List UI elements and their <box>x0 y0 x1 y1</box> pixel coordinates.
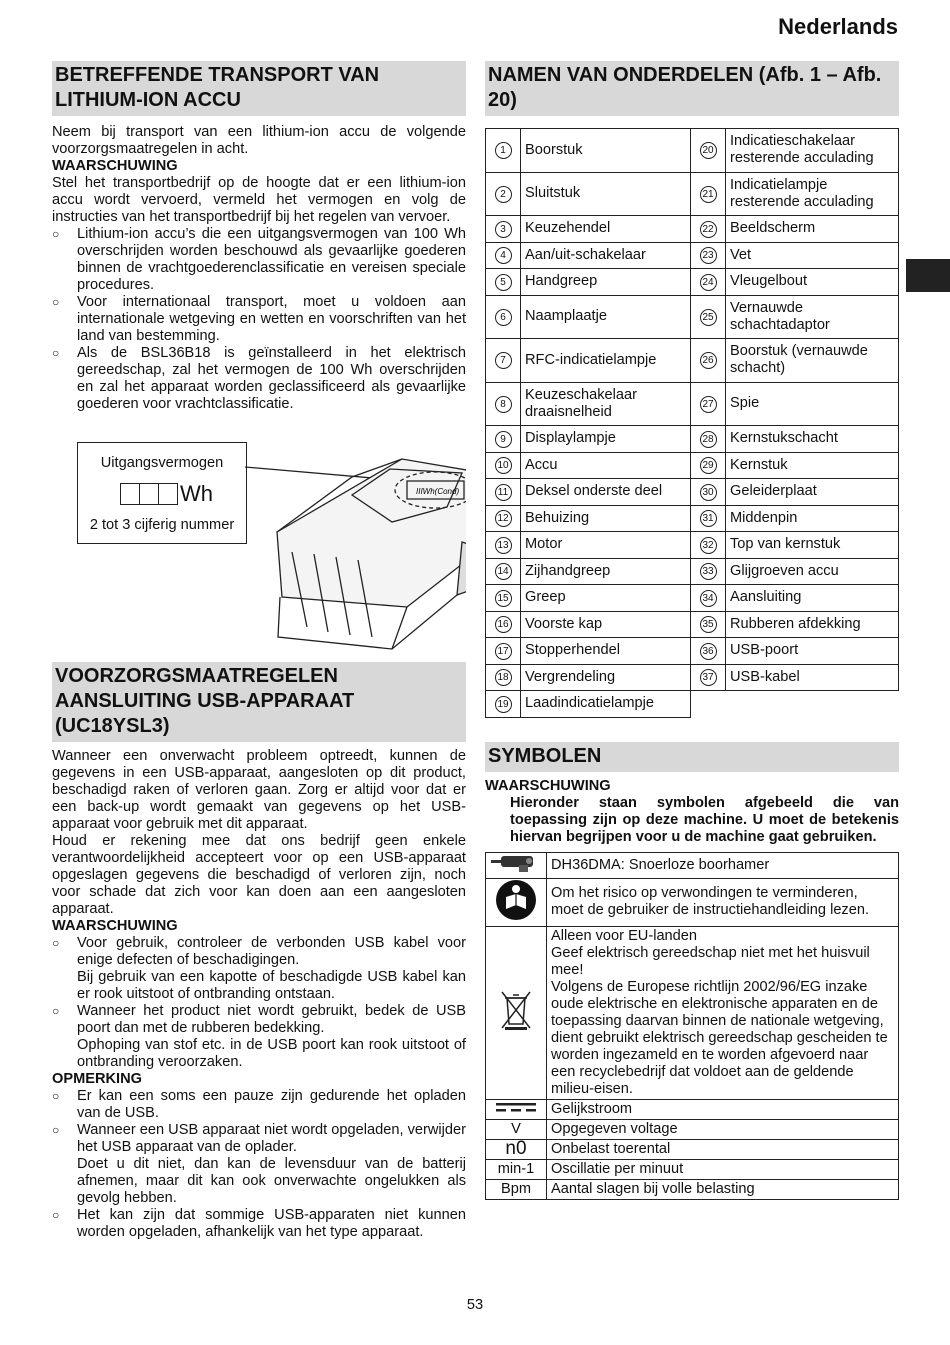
output-label-bottom: 2 tot 3 cijferig nummer <box>89 517 235 533</box>
symbol-text: V <box>511 1120 521 1137</box>
circled-number: 16 <box>495 616 512 633</box>
symbol-description: Onbelast toerental <box>547 1139 899 1159</box>
part-number <box>486 172 521 216</box>
part-name: Indicatielampje resterende acculading <box>726 172 899 216</box>
wh-unit: Wh <box>180 481 213 506</box>
circled-number: 10 <box>495 457 512 474</box>
output-label-box <box>77 442 247 544</box>
part-number <box>486 611 521 638</box>
circled-number: 25 <box>700 309 717 326</box>
part-number <box>486 426 521 453</box>
right-column <box>485 61 899 1200</box>
circled-number: 13 <box>495 537 512 554</box>
part-number <box>691 558 726 585</box>
part-number <box>486 532 521 559</box>
list-item: ○ Er kan een soms een pauze zijn gedurende het opladen van de USB. <box>52 1088 466 1121</box>
circled-number: 22 <box>700 221 717 238</box>
part-number <box>691 479 726 506</box>
part-number <box>691 339 726 383</box>
usb-title: VOORZORGSMAATREGELEN AANSLUITING USB-APPARAAT (UC18YSL3) <box>52 662 466 742</box>
part-name: Spie <box>726 382 899 426</box>
part-number <box>691 216 726 243</box>
circled-number: 1 <box>495 142 512 159</box>
transport-intro: Neem bij transport van een lithium-ion accu de volgende voorzorgsmaatregelen in acht. <box>52 124 466 157</box>
part-name: Rubberen afdekking <box>726 611 899 638</box>
circled-number: 14 <box>495 563 512 580</box>
parts-table <box>485 128 899 718</box>
part-number <box>486 452 521 479</box>
transport-title: BETREFFENDE TRANSPORT VAN LITHIUM-ION ACCU <box>52 61 466 116</box>
list-item: ○ Als de BSL36B18 is geïnstalleerd in het elektrisch gereedschap, zal het vermogen de 100 Wh overschrijden en zal het apparaat worden geclassificeerd als gevaarlijke goederen voor vrachtclassificatie. <box>52 345 466 412</box>
part-number <box>691 505 726 532</box>
table-row <box>486 638 899 665</box>
symbol-text: min-1 <box>497 1160 535 1177</box>
bullet-icon: ○ <box>52 1123 60 1137</box>
circled-number: 30 <box>700 484 717 501</box>
bullet-icon: ○ <box>52 295 60 309</box>
circled-number: 34 <box>700 590 717 607</box>
table-row <box>486 172 899 216</box>
part-name: Laadindicatielampje <box>521 691 691 718</box>
part-number <box>691 532 726 559</box>
symbol-description: Gelijkstroom <box>547 1099 899 1119</box>
circled-number: 4 <box>495 247 512 264</box>
circled-number: 32 <box>700 537 717 554</box>
part-name: Kernstuk <box>726 452 899 479</box>
part-name: Displaylampje <box>521 426 691 453</box>
part-number <box>691 295 726 339</box>
list-item: ○ Wanneer een USB apparaat niet wordt opgeladen, verwijder het USB apparaat van de oplader. Doet u dit niet, dan kan de levensduur van de batterij afnemen, maar dit kan ook onverwachte ongelukken als gevolg hebben. <box>52 1122 466 1206</box>
part-number <box>691 426 726 453</box>
circled-number: 23 <box>700 247 717 264</box>
part-name: Stopperhendel <box>521 638 691 665</box>
symbol-text: n0 <box>505 1137 527 1159</box>
part-name: Geleiderplaat <box>726 479 899 506</box>
table-row <box>486 382 899 426</box>
transport-warning-text: Stel het transportbedrijf op de hoogte dat er een lithium-ion accu wordt vervoerd, vermeld het vermogen en volg de instructies van het transportbedrijf bij het regelen van vervoer. <box>52 175 466 225</box>
bullet-icon: ○ <box>52 1089 60 1103</box>
circled-number: 26 <box>700 352 717 369</box>
part-name: Greep <box>521 585 691 612</box>
part-name: Voorste kap <box>521 611 691 638</box>
circled-number: 19 <box>495 696 512 713</box>
symbol-description: Oscillatie per minuut <box>547 1159 899 1179</box>
section-tab-marker <box>906 259 950 292</box>
symbols-table <box>485 852 899 1200</box>
part-name: Deksel onderste deel <box>521 479 691 506</box>
usb-para2: Houd er rekening mee dat ons bedrijf geen enkele verantwoordelijkheid accepteert voor op een USB-apparaat opgeslagen gegevens die beschadigd of verloren zijn, noch voor schade dat zich voor kan doen aan een aangesloten apparaat. <box>52 833 466 917</box>
part-number <box>691 611 726 638</box>
part-name: Indicatieschakelaar resterende acculading <box>726 129 899 173</box>
battery-mark-text: IIIWh(Cond) <box>416 487 460 496</box>
part-number <box>486 242 521 269</box>
part-number <box>486 638 521 665</box>
table-row <box>486 339 899 383</box>
left-column <box>52 61 466 1241</box>
part-number <box>691 172 726 216</box>
table-row <box>486 129 899 173</box>
part-number <box>691 129 726 173</box>
table-row <box>486 242 899 269</box>
list-item: ○ Voor internationaal transport, moet u voldoen aan internationale wetgeving en wetten en voorschriften van het land van bestemming. <box>52 294 466 344</box>
circled-number: 24 <box>700 274 717 291</box>
table-row <box>486 1139 899 1159</box>
part-name: Vergrendeling <box>521 664 691 691</box>
circled-number: 3 <box>495 221 512 238</box>
circled-number: 36 <box>700 643 717 660</box>
table-row <box>486 1099 899 1119</box>
symbol-description: DH36DMA: Snoerloze boorhamer <box>547 852 899 878</box>
circled-number: 9 <box>495 431 512 448</box>
part-name: Accu <box>521 452 691 479</box>
part-number <box>486 339 521 383</box>
symbol-description: Alleen voor EU-landen Geef elektrisch gereedschap niet met het huisvuil mee! Volgens de Europese richtlijn 2002/96/EG inzake oude elektrische en elektronische apparaten en de toepassing daarvan binnen de nationale wetgeving, dient gebruikt elektrisch gereedschap gescheiden te worden ingezameld en te worden afgevoerd naar een recyclebedrijf dat voldoet aan de geldende milieu-eisen. <box>547 926 899 1099</box>
direct-current-icon <box>486 1099 547 1119</box>
table-row <box>486 505 899 532</box>
read-manual-icon <box>486 878 547 926</box>
circled-number: 33 <box>700 563 717 580</box>
symbols-warning-label: WAARSCHUWING <box>485 777 611 794</box>
symbol-text: Bpm <box>500 1180 531 1197</box>
part-name: Vet <box>726 242 899 269</box>
part-name: Boorstuk (vernauwde schacht) <box>726 339 899 383</box>
part-name: Kernstukschacht <box>726 426 899 453</box>
table-row <box>486 664 899 691</box>
circled-number: 28 <box>700 431 717 448</box>
part-name: USB-poort <box>726 638 899 665</box>
part-number <box>486 129 521 173</box>
part-name: Naamplaatje <box>521 295 691 339</box>
circled-number: 8 <box>495 396 512 413</box>
circled-number: 37 <box>700 669 717 686</box>
part-name: RFC-indicatielampje <box>521 339 691 383</box>
circled-number: 12 <box>495 510 512 527</box>
wh-field <box>120 481 213 507</box>
parts-title: NAMEN VAN ONDERDELEN (Afb. 1 – Afb. 20) <box>485 61 899 116</box>
part-number <box>486 664 521 691</box>
symbol-cell <box>486 1139 547 1159</box>
part-number <box>486 691 521 718</box>
symbol-description: Opgegeven voltage <box>547 1119 899 1139</box>
part-name: Boorstuk <box>521 129 691 173</box>
bullet-icon: ○ <box>52 1208 60 1222</box>
table-row <box>486 532 899 559</box>
symbols-warning-text: Hieronder staan symbolen afgebeeld die van toepassing zijn op deze machine. U moet de betekenis hiervan begrijpen voor u de machine gaat gebruiken. <box>510 794 899 845</box>
symbol-cell <box>486 1179 547 1199</box>
part-name: Vernauwde schachtadaptor <box>726 295 899 339</box>
list-item: ○ Wanneer het product niet wordt gebruikt, bedek de USB poort dan met de rubberen bedekking. Ophoping van stof etc. in de USB poort kan rook uitstoot of ontbranding veroorzaken. <box>52 1003 466 1070</box>
circled-number: 21 <box>700 186 717 203</box>
part-name: Keuzeschakelaar draaisnelheid <box>521 382 691 426</box>
bullet-icon: ○ <box>52 227 60 241</box>
list-item: ○ Voor gebruik, controleer de verbonden USB kabel voor enige defecten of beschadigingen. Bij gebruik van een kapotte of beschadigde USB kabel kan er rook uitstoot of ontbranding ontstaan. <box>52 935 466 1002</box>
circled-number: 31 <box>700 510 717 527</box>
part-number <box>691 664 726 691</box>
circled-number: 5 <box>495 274 512 291</box>
part-number <box>691 269 726 296</box>
symbol-description: Aantal slagen bij volle belasting <box>547 1179 899 1199</box>
circled-number: 11 <box>495 484 512 501</box>
part-number <box>486 505 521 532</box>
circled-number: 7 <box>495 352 512 369</box>
symbol-description: Om het risico op verwondingen te verminderen, moet de gebruiker de instructiehandleiding lezen. <box>547 878 899 926</box>
part-name: Aan/uit-schakelaar <box>521 242 691 269</box>
part-name: Aansluiting <box>726 585 899 612</box>
circled-number: 6 <box>495 309 512 326</box>
table-row <box>486 558 899 585</box>
part-number <box>691 382 726 426</box>
table-row <box>486 452 899 479</box>
table-row <box>486 269 899 296</box>
table-row <box>486 426 899 453</box>
battery-figure <box>52 437 466 652</box>
usb-warning-label: WAARSCHUWING <box>52 918 178 934</box>
transport-warning-label: WAARSCHUWING <box>52 158 178 174</box>
circled-number: 20 <box>700 142 717 159</box>
part-name: Top van kernstuk <box>726 532 899 559</box>
table-row <box>486 479 899 506</box>
part-number <box>486 295 521 339</box>
symbol-cell <box>486 1119 547 1139</box>
part-name: Middenpin <box>726 505 899 532</box>
part-name: USB-kabel <box>726 664 899 691</box>
table-row <box>486 611 899 638</box>
part-number <box>691 691 726 718</box>
table-row <box>486 1179 899 1199</box>
part-number <box>691 242 726 269</box>
crossed-bin-icon <box>486 926 547 1099</box>
circled-number: 17 <box>495 643 512 660</box>
part-number <box>486 585 521 612</box>
part-name: Behuizing <box>521 505 691 532</box>
circled-number: 2 <box>495 186 512 203</box>
part-number <box>486 479 521 506</box>
table-row <box>486 295 899 339</box>
part-name: Sluitstuk <box>521 172 691 216</box>
table-row <box>486 926 899 1099</box>
page-number: 53 <box>466 1297 484 1313</box>
part-name: Keuzehendel <box>521 216 691 243</box>
part-name: Zijhandgreep <box>521 558 691 585</box>
part-number <box>691 638 726 665</box>
list-item: ○ Het kan zijn dat sommige USB-apparaten niet kunnen worden opgeladen, afhankelijk van het type apparaat. <box>52 1207 466 1240</box>
table-row <box>486 1159 899 1179</box>
bullet-icon: ○ <box>52 936 60 950</box>
part-number <box>486 382 521 426</box>
symbol-cell <box>486 1159 547 1179</box>
drill-icon <box>486 852 547 878</box>
circled-number: 35 <box>700 616 717 633</box>
part-name: Handgreep <box>521 269 691 296</box>
part-name: Vleugelbout <box>726 269 899 296</box>
usb-para1: Wanneer een onverwacht probleem optreedt, kunnen de gegevens in een USB-apparaat, aangesloten op dit product, beschadigd raken of verloren gaan. Zorg er altijd voor dat er een back-up wordt gemaakt van gegevens op het USB-apparaat voor gebruik met dit apparaat. <box>52 748 466 832</box>
circled-number: 15 <box>495 590 512 607</box>
part-number <box>691 585 726 612</box>
part-name: Motor <box>521 532 691 559</box>
table-row <box>486 691 899 718</box>
part-name <box>726 691 899 718</box>
output-label-top: Uitgangsvermogen <box>100 455 224 471</box>
symbols-title: SYMBOLEN <box>485 742 899 772</box>
part-name: Glijgroeven accu <box>726 558 899 585</box>
bullet-icon: ○ <box>52 1004 60 1018</box>
usb-note-label: OPMERKING <box>52 1071 142 1087</box>
table-row <box>486 852 899 878</box>
part-number <box>691 452 726 479</box>
circled-number: 29 <box>700 457 717 474</box>
bullet-icon: ○ <box>52 346 60 360</box>
table-row <box>486 585 899 612</box>
circled-number: 27 <box>700 396 717 413</box>
table-row <box>486 1119 899 1139</box>
part-number <box>486 216 521 243</box>
language-label: Nederlands <box>778 14 898 39</box>
part-number <box>486 558 521 585</box>
list-item: ○ Lithium-ion accu’s die een uitgangsvermogen van 100 Wh overschrijden worden beschouwd als gevaarlijke goederen binnen de vrachtgoederenclassificatie en vereisen speciale procedures. <box>52 226 466 293</box>
part-name: Beeldscherm <box>726 216 899 243</box>
part-number <box>486 269 521 296</box>
table-row <box>486 878 899 926</box>
circled-number: 18 <box>495 669 512 686</box>
table-row <box>486 216 899 243</box>
